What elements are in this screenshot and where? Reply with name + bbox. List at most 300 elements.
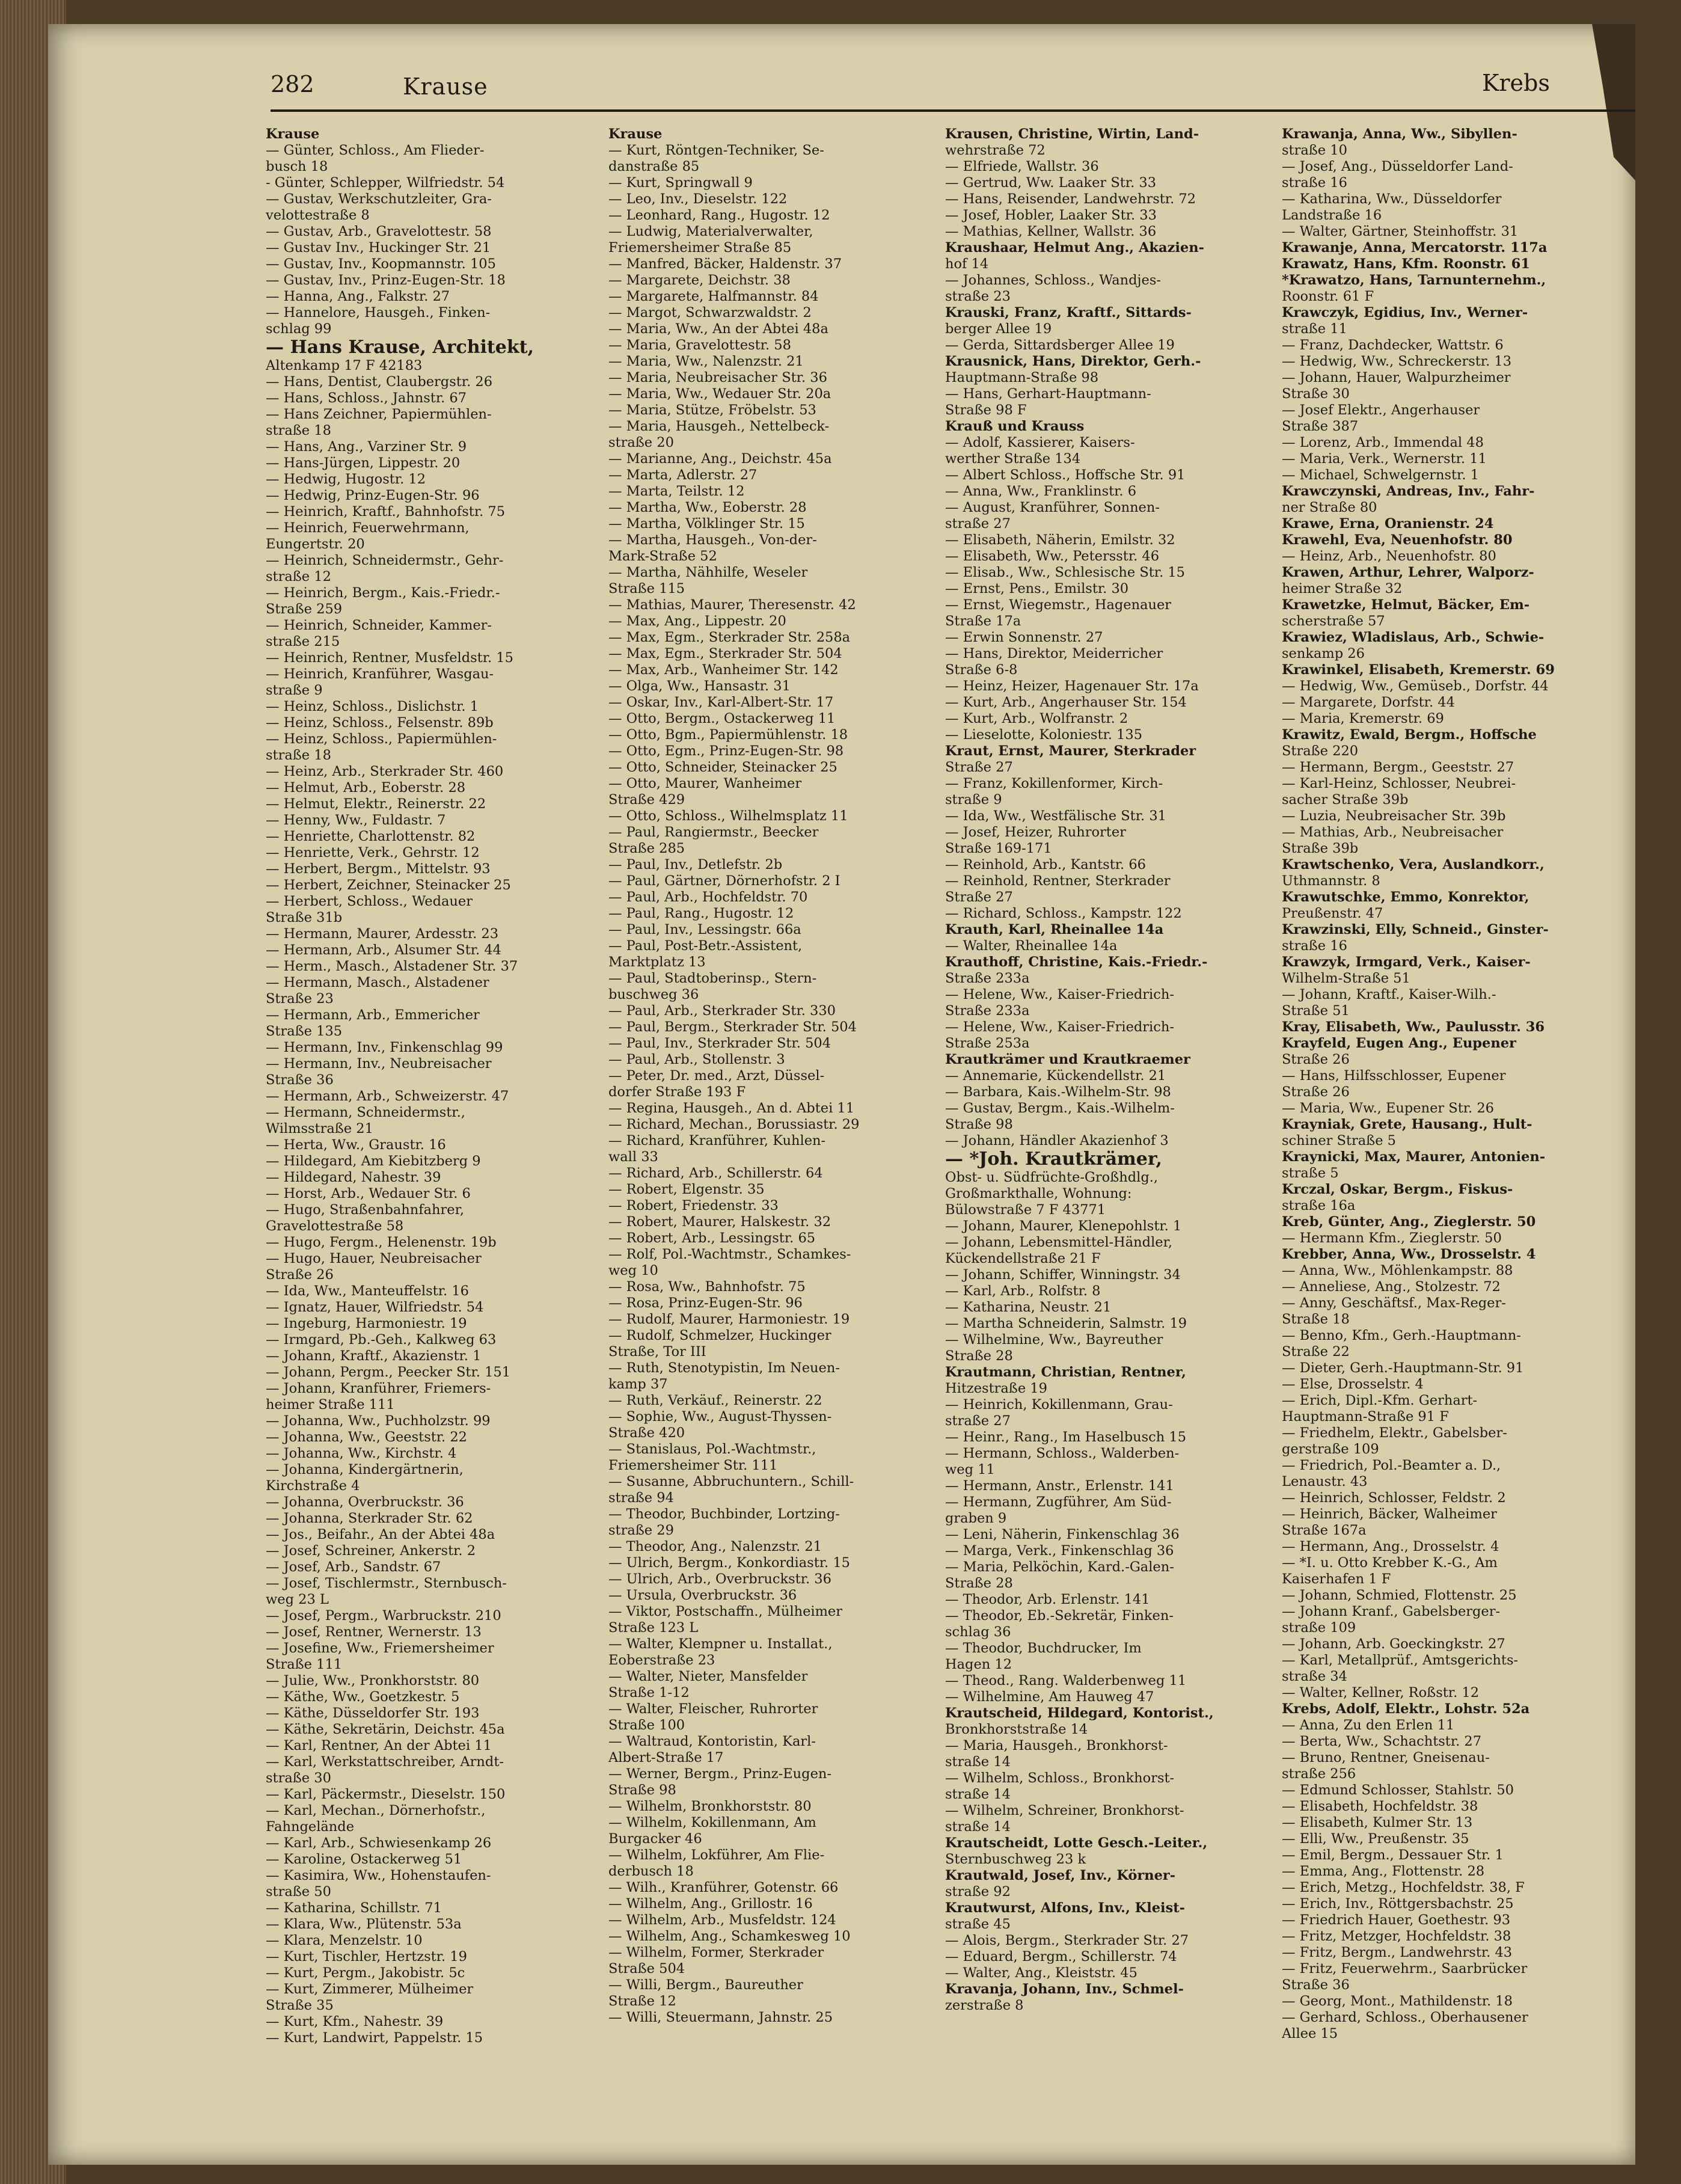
directory-entry-line: — Barbara, Kais.-Wilhelm-Str. 98 bbox=[945, 1084, 1171, 1100]
directory-entry-line: — Wilhelm, Ang., Schamkesweg 10 bbox=[608, 1928, 851, 1944]
directory-entry-line: — Otto, Bergm., Ostackerweg 11 bbox=[608, 711, 836, 726]
directory-entry-line: — Wilhelm, Bronkhorststr. 80 bbox=[608, 1799, 812, 1814]
directory-entry-line: — Michael, Schwelgernstr. 1 bbox=[1282, 467, 1479, 483]
directory-entry-line: — Franz, Dachdecker, Wattstr. 6 bbox=[1282, 337, 1504, 353]
directory-entry-line: Friemersheimer Straße 85 bbox=[608, 240, 792, 256]
directory-entry-line: — Hermann, Schloss., Walderben- bbox=[945, 1446, 1180, 1461]
directory-entry-line: straße 45 bbox=[945, 1916, 1011, 1932]
directory-entry-line: Krawzyk, Irmgard, Verk., Kaiser- bbox=[1282, 954, 1531, 970]
directory-entry-line: — Mathias, Kellner, Wallstr. 36 bbox=[945, 224, 1157, 239]
directory-entry-line: Straße 27 bbox=[945, 889, 1013, 905]
directory-entry-line: straße 29 bbox=[608, 1523, 674, 1538]
directory-entry-line: Friemersheimer Str. 111 bbox=[608, 1458, 778, 1473]
directory-entry-line: — Susanne, Abbruchuntern., Schill- bbox=[608, 1474, 854, 1489]
directory-entry-line: — Heinrich, Bergm., Kais.-Friedr.- bbox=[266, 585, 500, 601]
directory-entry-line: — Friedhelm, Elektr., Gabelsber- bbox=[1282, 1425, 1507, 1441]
directory-entry-line: — Rosa, Ww., Bahnhofstr. 75 bbox=[608, 1279, 806, 1295]
directory-entry-line: — Richard, Mechan., Borussiastr. 29 bbox=[608, 1117, 860, 1132]
directory-entry-line: — *Joh. Krautkrämer, bbox=[945, 1149, 1162, 1170]
directory-entry-line: Bülowstraße 7 F 43771 bbox=[945, 1202, 1106, 1218]
directory-entry-line: Straße 115 bbox=[608, 581, 685, 597]
directory-entry-line: Krawehl, Eva, Neuenhofstr. 80 bbox=[1282, 532, 1513, 548]
directory-entry-line: Hauptmann-Straße 91 F bbox=[1282, 1409, 1449, 1425]
directory-entry-line: Krautscheid, Hildegard, Kontorist., bbox=[945, 1705, 1214, 1721]
directory-entry-line: — Richard, Schloss., Kampstr. 122 bbox=[945, 906, 1182, 921]
directory-entry-line: — Hugo, Straßenbahnfahrer, bbox=[266, 1202, 465, 1218]
directory-entry-line: — Josef, Pergm., Warbruckstr. 210 bbox=[266, 1608, 501, 1624]
directory-entry-line: Preußenstr. 47 bbox=[1282, 906, 1383, 921]
directory-entry-line: Kraynicki, Max, Maurer, Antonien- bbox=[1282, 1149, 1546, 1165]
directory-entry-line: Straße 23 bbox=[266, 991, 334, 1007]
directory-entry-line: — Josef Elektr., Angerhauser bbox=[1282, 402, 1480, 418]
directory-entry-line: Krawetzke, Helmut, Bäcker, Em- bbox=[1282, 597, 1530, 613]
directory-entry-line: Straße 17a bbox=[945, 613, 1021, 629]
directory-entry-line: Hagen 12 bbox=[945, 1657, 1012, 1672]
column-3 bbox=[945, 126, 1276, 2153]
directory-entry-line: Roonstr. 61 F bbox=[1282, 289, 1374, 304]
directory-entry-line: Straße, Tor III bbox=[608, 1344, 706, 1360]
directory-entry-line: — Walter, Ang., Kleiststr. 45 bbox=[945, 1965, 1138, 1981]
directory-entry-line: Straße 39b bbox=[1282, 841, 1359, 856]
directory-entry-line: — Leni, Näherin, Finkenschlag 36 bbox=[945, 1527, 1180, 1542]
directory-entry-line: — Kasimira, Ww., Hohenstaufen- bbox=[266, 1868, 491, 1883]
directory-entry-line: — Wilhelm, Kokillenmann, Am bbox=[608, 1815, 816, 1830]
directory-entry-line: — Klara, Menzelstr. 10 bbox=[266, 1933, 423, 1948]
directory-entry-line: — Heinrich, Schlosser, Feldstr. 2 bbox=[1282, 1490, 1506, 1506]
directory-entry-line: — Henriette, Charlottenstr. 82 bbox=[266, 829, 476, 844]
directory-entry-line: — Gustav, Inv., Koopmannstr. 105 bbox=[266, 256, 496, 272]
directory-entry-line: — Werner, Bergm., Prinz-Eugen- bbox=[608, 1766, 831, 1782]
directory-entry-line: Krawutschke, Emmo, Konrektor, bbox=[1282, 889, 1529, 905]
directory-entry-line: Straße 98 bbox=[608, 1782, 676, 1798]
directory-entry-line: Straße 26 bbox=[1282, 1084, 1350, 1100]
directory-entry-line: Krawczynski, Andreas, Inv., Fahr- bbox=[1282, 483, 1535, 499]
directory-entry-line: — Hermann, Arb., Schweizerstr. 47 bbox=[266, 1088, 509, 1104]
directory-entry-line: straße 14 bbox=[945, 1819, 1011, 1835]
directory-entry-line: Gravelottestraße 58 bbox=[266, 1218, 404, 1234]
directory-entry-line: — Karl, Mechan., Dörnerhofstr., bbox=[266, 1803, 486, 1818]
directory-entry-line: velottestraße 8 bbox=[266, 207, 370, 223]
directory-entry-line: Krauthoff, Christine, Kais.-Friedr.- bbox=[945, 954, 1208, 970]
directory-entry-line: Krczal, Oskar, Bergm., Fiskus- bbox=[1282, 1182, 1513, 1197]
directory-entry-line: — Erich, Metzg., Hochfeldstr. 38, F bbox=[1282, 1880, 1525, 1895]
directory-entry-line: Sternbuschweg 23 k bbox=[945, 1851, 1086, 1867]
directory-entry-line: Burgacker 46 bbox=[608, 1831, 702, 1847]
directory-entry-line: — Gerda, Sittardsberger Allee 19 bbox=[945, 337, 1175, 353]
directory-entry-line: — Maria, Neubreisacher Str. 36 bbox=[608, 370, 827, 385]
directory-entry-line: — Anna, Ww., Franklinstr. 6 bbox=[945, 483, 1137, 499]
directory-entry-line: — Marga, Verk., Finkenschlag 36 bbox=[945, 1543, 1174, 1559]
directory-entry-line: — Max, Ang., Lippestr. 20 bbox=[608, 613, 786, 629]
directory-entry-line: — Johann, Kraftf., Akazienstr. 1 bbox=[266, 1348, 482, 1364]
directory-entry-line: — Ludwig, Materialverwalter, bbox=[608, 224, 813, 239]
directory-entry-line: — Margarete, Dorfstr. 44 bbox=[1282, 695, 1455, 710]
directory-entry-line: Krauth, Karl, Rheinallee 14a bbox=[945, 922, 1164, 937]
directory-entry-line: — Hermann, Bergm., Geeststr. 27 bbox=[1282, 759, 1514, 775]
directory-entry-line: Straße 111 bbox=[266, 1657, 343, 1672]
column-1 bbox=[266, 126, 596, 2153]
directory-entry-line: Krawanje, Anna, Mercatorstr. 117a bbox=[1282, 240, 1548, 256]
directory-entry-line: straße 9 bbox=[945, 792, 1002, 808]
directory-entry-line: — Hannelore, Hausgeh., Finken- bbox=[266, 305, 491, 321]
directory-entry-line: — Karl, Arb., Schwiesenkamp 26 bbox=[266, 1835, 492, 1851]
directory-entry-line: — Paul, Gärtner, Dörnerhofstr. 2 I bbox=[608, 873, 840, 889]
directory-entry-line: — Hugo, Hauer, Neubreisacher bbox=[266, 1251, 482, 1266]
directory-entry-line: — Herbert, Schloss., Wedauer bbox=[266, 894, 473, 909]
directory-entry-line: — Elisabeth, Kulmer Str. 13 bbox=[1282, 1815, 1473, 1830]
directory-entry-line: — Ida, Ww., Westfälische Str. 31 bbox=[945, 808, 1166, 824]
directory-entry-line: Straße 429 bbox=[608, 792, 685, 808]
directory-entry-line: straße 30 bbox=[266, 1770, 331, 1786]
directory-entry-line: — Johann, Kranführer, Friemers- bbox=[266, 1381, 491, 1396]
directory-entry-line: — Hermann, Inv., Finkenschlag 99 bbox=[266, 1040, 503, 1055]
directory-entry-line: — Paul, Inv., Detlefstr. 2b bbox=[608, 857, 783, 873]
directory-entry-line: weg 23 L bbox=[266, 1592, 329, 1607]
directory-entry-line: Marktplatz 13 bbox=[608, 954, 706, 970]
directory-entry-line: hof 14 bbox=[945, 256, 989, 272]
directory-entry-line: Krauski, Franz, Kraftf., Sittards- bbox=[945, 305, 1192, 321]
directory-entry-line: straße 10 bbox=[1282, 143, 1347, 158]
directory-entry-line: — Paul, Arb., Hochfeldstr. 70 bbox=[608, 889, 808, 905]
directory-entry-line: Straße 36 bbox=[1282, 1977, 1350, 1993]
directory-entry-line: — Robert, Elgenstr. 35 bbox=[608, 1182, 765, 1197]
directory-entry-line: — Ignatz, Hauer, Wilfriedstr. 54 bbox=[266, 1299, 484, 1315]
directory-entry-line: — Elisabeth, Hochfeldstr. 38 bbox=[1282, 1799, 1478, 1814]
directory-entry-line: Straße 1-12 bbox=[608, 1685, 690, 1701]
directory-entry-line: — Hedwig, Hugostr. 12 bbox=[266, 471, 426, 487]
directory-entry-line: — Johann, Pergm., Peecker Str. 151 bbox=[266, 1364, 511, 1380]
directory-entry-line: — Josef, Arb., Sandstr. 67 bbox=[266, 1559, 441, 1575]
directory-entry-line: Straße 220 bbox=[1282, 743, 1359, 759]
directory-entry-line: — Gerhard, Schloss., Oberhausener bbox=[1282, 2010, 1528, 2025]
directory-entry-line: Straße 27 bbox=[945, 759, 1013, 775]
directory-entry-line: — Leo, Inv., Dieselstr. 122 bbox=[608, 191, 788, 207]
directory-entry-line: heimer Straße 32 bbox=[1282, 581, 1403, 597]
directory-entry-line: — Heinz, Arb., Neuenhofstr. 80 bbox=[1282, 548, 1496, 564]
directory-entry-line: Kirchstraße 4 bbox=[266, 1478, 360, 1494]
directory-entry-line: — Heinrich, Schneidermstr., Gehr- bbox=[266, 553, 504, 568]
directory-entry-line: Kravanja, Johann, Inv., Schmel- bbox=[945, 1981, 1184, 1997]
directory-entry-line: schlag 99 bbox=[266, 321, 332, 337]
directory-entry-line: straße 34 bbox=[1282, 1669, 1347, 1684]
directory-entry-line: straße 215 bbox=[266, 634, 340, 649]
directory-entry-line: — Luzia, Neubreisacher Str. 39b bbox=[1282, 808, 1506, 824]
directory-entry-line: Krayniak, Grete, Hausang., Hult- bbox=[1282, 1117, 1532, 1132]
directory-entry-line: Kaiserhafen 1 F bbox=[1282, 1571, 1391, 1587]
directory-entry-line: — Paul, Arb., Stollenstr. 3 bbox=[608, 1052, 785, 1067]
directory-entry-line: — Kurt, Zimmerer, Mülheimer bbox=[266, 1981, 474, 1997]
directory-entry-line: — Hans, Direktor, Meiderricher bbox=[945, 646, 1163, 661]
directory-entry-line: — Maria, Ww., Eupener Str. 26 bbox=[1282, 1100, 1494, 1116]
directory-entry-line: Straße 22 bbox=[1282, 1344, 1350, 1360]
directory-entry-line: — Hans Zeichner, Papiermühlen- bbox=[266, 406, 492, 422]
directory-entry-line: — Georg, Mont., Mathildenstr. 18 bbox=[1282, 1993, 1513, 2009]
directory-entry-line: — Kurt, Springwall 9 bbox=[608, 175, 753, 191]
directory-entry-line: — Waltraud, Kontoristin, Karl- bbox=[608, 1734, 816, 1749]
directory-entry-line: wehrstraße 72 bbox=[945, 143, 1046, 158]
directory-entry-line: — Maria, Hausgeh., Bronkhorst- bbox=[945, 1738, 1168, 1753]
directory-entry-line: derbusch 18 bbox=[608, 1863, 694, 1879]
directory-entry-line: - Günter, Schlepper, Wilfriedstr. 54 bbox=[266, 175, 505, 191]
directory-entry-line: — Heinrich, Bäcker, Walheimer bbox=[1282, 1506, 1497, 1522]
directory-entry-line: — Paul, Inv., Lessingstr. 66a bbox=[608, 922, 801, 937]
directory-entry-line: — Max, Egm., Sterkrader Str. 504 bbox=[608, 646, 842, 661]
directory-entry-line: — Ernst, Wiegemstr., Hagenauer bbox=[945, 597, 1172, 613]
directory-entry-line: — Heinrich, Schneider, Kammer- bbox=[266, 618, 492, 633]
directory-entry-line: — Anneliese, Ang., Stolzestr. 72 bbox=[1282, 1279, 1501, 1295]
directory-entry-line: — Ruth, Verkäuf., Reinerstr. 22 bbox=[608, 1393, 822, 1408]
directory-entry-line: — Hanna, Ang., Falkstr. 27 bbox=[266, 289, 450, 304]
directory-entry-line: — Johannes, Schloss., Wandjes- bbox=[945, 272, 1161, 288]
directory-entry-line: — Bruno, Rentner, Gneisenau- bbox=[1282, 1750, 1490, 1765]
directory-entry-line: — Leonhard, Rang., Hugostr. 12 bbox=[608, 207, 830, 223]
directory-entry-line: — Viktor, Postschaffn., Mülheimer bbox=[608, 1604, 842, 1619]
directory-entry-line: — Karl, Metallprüf., Amtsgerichts- bbox=[1282, 1652, 1519, 1668]
directory-entry-line: — Johann, Schmied, Flottenstr. 25 bbox=[1282, 1587, 1517, 1603]
directory-entry-line: Krawe, Erna, Oranienstr. 24 bbox=[1282, 516, 1494, 532]
directory-entry-line: Straße 123 L bbox=[608, 1620, 699, 1636]
directory-entry-line: — Emil, Bergm., Dessauer Str. 1 bbox=[1282, 1847, 1504, 1863]
directory-entry-line: sacher Straße 39b bbox=[1282, 792, 1409, 808]
directory-entry-line: — Helmut, Elektr., Reinerstr. 22 bbox=[266, 796, 486, 812]
directory-entry-line: — Josef, Rentner, Wernerstr. 13 bbox=[266, 1624, 482, 1640]
directory-entry-line: Obst- u. Südfrüchte-Großhdlg., bbox=[945, 1170, 1159, 1185]
directory-entry-line: — Henriette, Verk., Gehrstr. 12 bbox=[266, 845, 480, 860]
directory-entry-line: — Herm., Masch., Alstadener Str. 37 bbox=[266, 959, 518, 974]
directory-entry-line: Hitzestraße 19 bbox=[945, 1381, 1047, 1396]
directory-entry-line: — Heinz, Schloss., Felsenstr. 89b bbox=[266, 715, 494, 731]
directory-entry-line: — Johanna, Ww., Geeststr. 22 bbox=[266, 1429, 467, 1445]
directory-entry-line: — Ursula, Overbruckstr. 36 bbox=[608, 1587, 797, 1603]
directory-entry-line: — Heinr., Rang., Im Haselbusch 15 bbox=[945, 1429, 1187, 1445]
directory-entry-line: — Wilhelm, Arb., Musfeldstr. 124 bbox=[608, 1912, 836, 1928]
directory-entry-line: — Paul, Arb., Sterkrader Str. 330 bbox=[608, 1003, 836, 1019]
directory-entry-line: — Heinz, Arb., Sterkrader Str. 460 bbox=[266, 764, 504, 779]
directory-entry-line: Straße 12 bbox=[608, 1993, 676, 2009]
directory-entry-line: — Margot, Schwarzwaldstr. 2 bbox=[608, 305, 812, 321]
directory-entry-line: — Robert, Arb., Lessingstr. 65 bbox=[608, 1230, 816, 1246]
directory-entry-line: — Wilhelm, Ang., Grillostr. 16 bbox=[608, 1896, 813, 1912]
directory-entry-line: Großmarkthalle, Wohnung: bbox=[945, 1186, 1132, 1201]
directory-entry-line: — Willi, Steuermann, Jahnstr. 25 bbox=[608, 2010, 833, 2025]
directory-entry-line: Wilhelm-Straße 51 bbox=[1282, 971, 1410, 986]
directory-entry-line: — Theodor, Buchdrucker, Im bbox=[945, 1640, 1142, 1656]
directory-entry-line: — Josef, Tischlermstr., Sternbusch- bbox=[266, 1575, 507, 1591]
directory-entry-line: — Martha Schneiderin, Salmstr. 19 bbox=[945, 1316, 1187, 1331]
directory-entry-line: — Otto, Maurer, Wanheimer bbox=[608, 776, 802, 791]
directory-entry-line: graben 9 bbox=[945, 1511, 1007, 1526]
directory-entry-line: — Lorenz, Arb., Immendal 48 bbox=[1282, 435, 1484, 450]
directory-entry-line: — Alois, Bergm., Sterkrader Str. 27 bbox=[945, 1933, 1189, 1948]
directory-entry-line: kamp 37 bbox=[608, 1376, 668, 1392]
directory-entry-line: — Maria, Pelköchin, Kard.-Galen- bbox=[945, 1559, 1174, 1575]
directory-entry-line: Landstraße 16 bbox=[1282, 207, 1382, 223]
directory-entry-line: Krautwurst, Alfons, Inv., Kleist- bbox=[945, 1900, 1185, 1916]
directory-entry-line: — Hermann, Schneidermstr., bbox=[266, 1105, 465, 1120]
directory-entry-line: — Johanna, Ww., Kirchstr. 4 bbox=[266, 1446, 457, 1461]
directory-entry-line: — Eduard, Bergm., Schillerstr. 74 bbox=[945, 1949, 1177, 1965]
directory-entry-line: — Heinz, Schloss., Dislichstr. 1 bbox=[266, 699, 479, 714]
directory-entry-line: Bronkhorststraße 14 bbox=[945, 1722, 1088, 1737]
directory-entry-line: straße 14 bbox=[945, 1787, 1011, 1802]
directory-entry-line: — Hans, Ang., Varziner Str. 9 bbox=[266, 439, 467, 455]
directory-entry-line: weg 10 bbox=[608, 1263, 658, 1278]
directory-entry-line: Wilmsstraße 21 bbox=[266, 1121, 373, 1136]
directory-entry-line: straße 50 bbox=[266, 1884, 331, 1900]
directory-entry-line: — Hugo, Fergm., Helenenstr. 19b bbox=[266, 1235, 497, 1250]
directory-entry-line: — Hans, Gerhart-Hauptmann- bbox=[945, 386, 1151, 402]
directory-entry-line: — Edmund Schlosser, Stahlstr. 50 bbox=[1282, 1782, 1514, 1798]
directory-entry-line: — Karoline, Ostackerweg 51 bbox=[266, 1851, 462, 1867]
directory-entry-line: *Krawatzo, Hans, Tarnunternehm., bbox=[1282, 272, 1546, 288]
column-4 bbox=[1282, 126, 1612, 2153]
directory-entry-line: — Wilhelm, Lokführer, Am Flie- bbox=[608, 1847, 825, 1863]
directory-entry-line: — Walter, Rheinallee 14a bbox=[945, 938, 1118, 954]
directory-entry-line: Straße 253a bbox=[945, 1035, 1030, 1051]
directory-entry-line: straße 12 bbox=[266, 569, 331, 584]
directory-entry-line: Hauptmann-Straße 98 bbox=[945, 370, 1099, 385]
directory-entry-line: — Reinhold, Arb., Kantstr. 66 bbox=[945, 857, 1146, 873]
directory-entry-line: — Ernst, Pens., Emilstr. 30 bbox=[945, 581, 1129, 597]
directory-entry-line: — Hermann, Anstr., Erlenstr. 141 bbox=[945, 1478, 1174, 1494]
directory-entry-line: Fahngelände bbox=[266, 1819, 355, 1835]
directory-entry-line: — Regina, Hausgeh., An d. Abtei 11 bbox=[608, 1100, 855, 1116]
directory-entry-line: straße 18 bbox=[266, 747, 331, 763]
directory-entry-line: — Stanislaus, Pol.-Wachtmstr., bbox=[608, 1441, 816, 1457]
directory-entry-line: Altenkamp 17 F 42183 bbox=[266, 358, 423, 373]
directory-entry-line: Straße 420 bbox=[608, 1425, 685, 1441]
directory-entry-line: — Julie, Ww., Pronkhorststr. 80 bbox=[266, 1673, 480, 1689]
directory-entry-line: — Hermann, Maurer, Ardesstr. 23 bbox=[266, 926, 499, 942]
directory-entry-line: Straße 233a bbox=[945, 971, 1030, 986]
directory-entry-line: — Johanna, Kindergärtnerin, bbox=[266, 1462, 464, 1477]
directory-entry-line: Lenaustr. 43 bbox=[1282, 1474, 1368, 1489]
left-running-head: Krause bbox=[403, 73, 488, 100]
directory-entry-line: — Benno, Kfm., Gerh.-Hauptmann- bbox=[1282, 1328, 1521, 1343]
directory-entry-line: — Karl, Rentner, An der Abtei 11 bbox=[266, 1738, 492, 1753]
directory-entry-line: — Hans, Hilfsschlosser, Eupener bbox=[1282, 1068, 1506, 1084]
right-running-head: Krebs bbox=[1482, 70, 1550, 96]
directory-entry-line: Krawen, Arthur, Lehrer, Walporz- bbox=[1282, 565, 1534, 580]
directory-entry-line: gerstraße 109 bbox=[1282, 1441, 1379, 1457]
directory-entry-line: — Elisab., Ww., Schlesische Str. 15 bbox=[945, 565, 1186, 580]
column-2 bbox=[608, 126, 939, 2153]
directory-entry-line: — Margarete, Halfmannstr. 84 bbox=[608, 289, 819, 304]
directory-entry-line: — Max, Egm., Sterkrader Str. 258a bbox=[608, 630, 851, 645]
directory-entry-line: straße 5 bbox=[1282, 1165, 1339, 1181]
directory-entry-line: — Kurt, Röntgen-Techniker, Se- bbox=[608, 143, 824, 158]
directory-entry-line: — Hedwig, Ww., Schreckerstr. 13 bbox=[1282, 354, 1512, 369]
directory-entry-line: Krauß und Krauss bbox=[945, 419, 1085, 434]
directory-entry-line: — Hermann, Inv., Neubreisacher bbox=[266, 1056, 492, 1072]
directory-entry-line: Krawinkel, Elisabeth, Kremerstr. 69 bbox=[1282, 662, 1555, 678]
directory-entry-line: — Marianne, Ang., Deichstr. 45a bbox=[608, 451, 832, 467]
directory-entry-line: Krautwald, Josef, Inv., Körner- bbox=[945, 1868, 1176, 1883]
directory-entry-line: — Martha, Hausgeh., Von-der- bbox=[608, 532, 817, 548]
directory-entry-line: Straße 285 bbox=[608, 841, 685, 856]
directory-entry-line: — Martha, Völklinger Str. 15 bbox=[608, 516, 805, 532]
directory-entry-line: — Josef, Schreiner, Ankerstr. 2 bbox=[266, 1543, 476, 1559]
directory-entry-line: — Otto, Bgm., Papiermühlenstr. 18 bbox=[608, 727, 848, 743]
directory-entry-line: — Berta, Ww., Schachtstr. 27 bbox=[1282, 1734, 1482, 1749]
directory-entry-line: — Helmut, Arb., Eoberstr. 28 bbox=[266, 780, 466, 796]
directory-entry-line: schiner Straße 5 bbox=[1282, 1133, 1396, 1149]
directory-entry-line: straße 16 bbox=[1282, 175, 1347, 191]
directory-entry-line: — Paul, Post-Betr.-Assistent, bbox=[608, 938, 803, 954]
directory-entry-line: — Helene, Ww., Kaiser-Friedrich- bbox=[945, 987, 1174, 1002]
directory-entry-line: straße 92 bbox=[945, 1884, 1011, 1900]
directory-entry-line: — Marta, Teilstr. 12 bbox=[608, 483, 745, 499]
directory-entry-line: straße 16 bbox=[1282, 938, 1347, 954]
directory-entry-line: — Hermann, Ang., Drosselstr. 4 bbox=[1282, 1539, 1499, 1554]
directory-entry-line: — Hermann, Masch., Alstadener bbox=[266, 975, 489, 990]
directory-entry-line: Straße 169-171 bbox=[945, 841, 1052, 856]
directory-entry-line: straße 16a bbox=[1282, 1198, 1356, 1213]
directory-entry-line: Krawatz, Hans, Kfm. Roonstr. 61 bbox=[1282, 256, 1530, 272]
directory-entry-line: — Hermann, Zugführer, Am Süd- bbox=[945, 1494, 1172, 1510]
directory-entry-line: — Ida, Ww., Manteuffelstr. 16 bbox=[266, 1283, 469, 1299]
directory-entry-line: — Johanna, Ww., Puchholzstr. 99 bbox=[266, 1413, 491, 1429]
directory-entry-line: — Hildegard, Am Kiebitzberg 9 bbox=[266, 1153, 481, 1169]
directory-entry-line: — Ulrich, Arb., Overbruckstr. 36 bbox=[608, 1571, 831, 1587]
directory-entry-line: heimer Straße 111 bbox=[266, 1397, 395, 1413]
directory-entry-line: — Karl, Arb., Rolfstr. 8 bbox=[945, 1283, 1101, 1299]
directory-entry-line: — Fritz, Bergm., Landwehrstr. 43 bbox=[1282, 1945, 1513, 1960]
directory-entry-line: — Johann, Lebensmittel-Händler, bbox=[945, 1235, 1173, 1250]
directory-entry-line: — Elisabeth, Ww., Petersstr. 46 bbox=[945, 548, 1160, 564]
directory-entry-line: — Franz, Kokillenformer, Kirch- bbox=[945, 776, 1163, 791]
directory-entry-line: — Reinhold, Rentner, Sterkrader bbox=[945, 873, 1171, 889]
directory-entry-line: scherstraße 57 bbox=[1282, 613, 1385, 629]
directory-entry-line: — Wilhelm, Former, Sterkrader bbox=[608, 1945, 824, 1960]
directory-entry-line: — Helene, Ww., Kaiser-Friedrich- bbox=[945, 1019, 1174, 1035]
directory-entry-line: — Erwin Sonnenstr. 27 bbox=[945, 630, 1103, 645]
directory-entry-line: — Fritz, Metzger, Hochfeldstr. 38 bbox=[1282, 1928, 1511, 1944]
directory-entry-line: berger Allee 19 bbox=[945, 321, 1052, 337]
directory-entry-line: — Rosa, Prinz-Eugen-Str. 96 bbox=[608, 1295, 803, 1311]
directory-entry-line: straße 27 bbox=[945, 1413, 1011, 1429]
directory-entry-line: — Hans, Schloss., Jahnstr. 67 bbox=[266, 390, 467, 406]
directory-entry-line: — Käthe, Sekretärin, Deichstr. 45a bbox=[266, 1722, 505, 1737]
directory-entry-line: — Martha, Ww., Eoberstr. 28 bbox=[608, 500, 807, 515]
directory-entry-line: — Anna, Zu den Erlen 11 bbox=[1282, 1717, 1455, 1733]
directory-entry-line: — Lieselotte, Koloniestr. 135 bbox=[945, 727, 1143, 743]
directory-entry-line: — Theodor, Eb.-Sekretär, Finken- bbox=[945, 1608, 1174, 1624]
directory-entry-line: Straße 26 bbox=[266, 1267, 334, 1283]
directory-entry-line: — Johann Kranf., Gabelsberger- bbox=[1282, 1604, 1501, 1619]
directory-entry-line: — Maria, Ww., Wedauer Str. 20a bbox=[608, 386, 831, 402]
directory-entry-line: — Theodor, Ang., Nalenzstr. 21 bbox=[608, 1539, 822, 1554]
directory-entry-line: — Johann, Händler Akazienhof 3 bbox=[945, 1133, 1169, 1149]
directory-entry-line: Krawitz, Ewald, Bergm., Hoffsche bbox=[1282, 727, 1537, 743]
directory-entry-line: — Ruth, Stenotypistin, Im Neuen- bbox=[608, 1360, 840, 1376]
directory-entry-line: — Gertrud, Ww. Laaker Str. 33 bbox=[945, 175, 1157, 191]
directory-entry-line: straße 20 bbox=[608, 435, 674, 450]
directory-entry-line: — Hermann, Arb., Emmericher bbox=[266, 1007, 480, 1023]
directory-entry-line: — Günter, Schloss., Am Flieder- bbox=[266, 143, 485, 158]
directory-entry-line: straße 109 bbox=[1282, 1620, 1356, 1636]
directory-entry-line: straße 18 bbox=[266, 423, 331, 438]
directory-entry-line: — Sophie, Ww., August-Thyssen- bbox=[608, 1409, 832, 1425]
directory-entry-line: — Paul, Rangiermstr., Beecker bbox=[608, 824, 819, 840]
directory-entry-line: Krayfeld, Eugen Ang., Eupener bbox=[1282, 1035, 1516, 1051]
directory-entry-line: busch 18 bbox=[266, 159, 328, 174]
directory-entry-line: zerstraße 8 bbox=[945, 1998, 1024, 2013]
directory-entry-line: — Rudolf, Schmelzer, Huckinger bbox=[608, 1328, 831, 1343]
directory-entry-line: — Hans Krause, Architekt, bbox=[266, 337, 534, 358]
directory-entry-line: — Johann, Kraftf., Kaiser-Wilh.- bbox=[1282, 987, 1496, 1002]
directory-entry-line: — Elli, Ww., Preußenstr. 35 bbox=[1282, 1831, 1469, 1847]
